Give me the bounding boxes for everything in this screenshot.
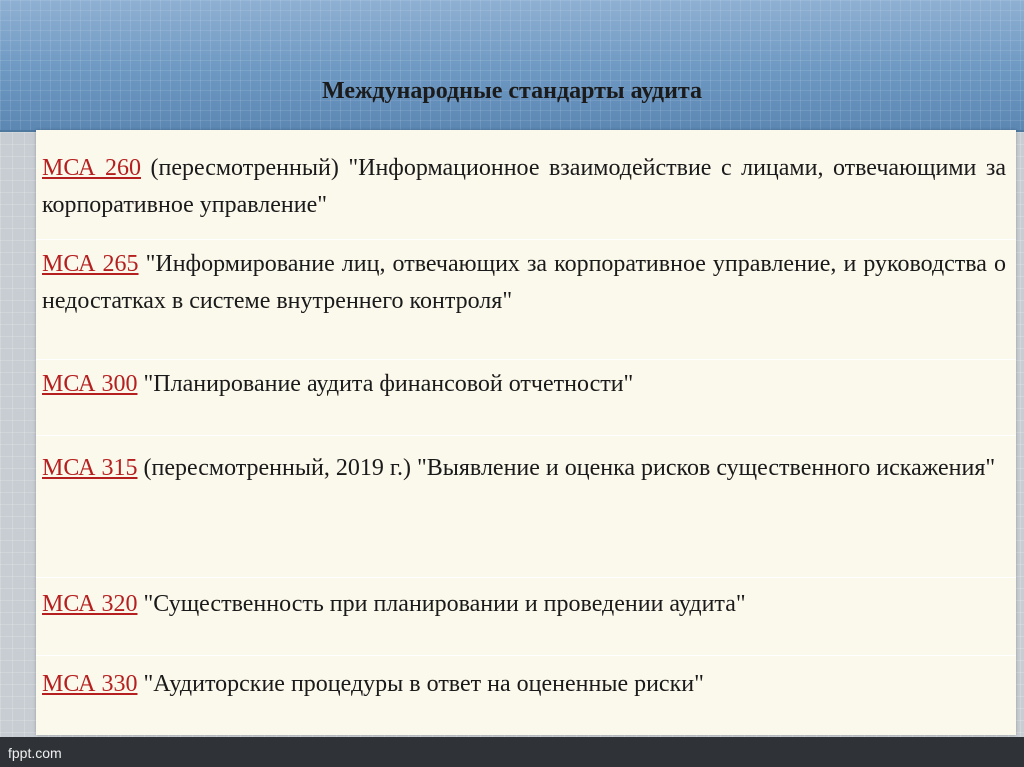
standard-description: "Информирование лиц, отвечающих за корпоративное управление, и руководства о недостатках в системе внутреннего контроля": [42, 251, 1007, 314]
standard-code-link[interactable]: МСА 330: [42, 671, 138, 697]
list-item: [36, 436, 1016, 578]
standard-description: "Аудиторские процедуры в ответ на оцененные риски": [137, 671, 704, 697]
footer-logo: fppt.com: [8, 745, 62, 761]
list-item: [36, 144, 1016, 240]
standard-entry: [42, 150, 1006, 224]
list-item: [36, 578, 1016, 656]
standard-code-link[interactable]: МСА 265: [42, 251, 139, 277]
standard-code-link[interactable]: МСА 320: [42, 591, 138, 617]
standard-entry: [42, 246, 1006, 320]
list-item: [36, 240, 1016, 360]
list-item: [36, 656, 1016, 735]
standard-description: (пересмотренный) "Информационное взаимодействие с лицами, отвечающими за корпоративное управление": [42, 155, 1006, 218]
standard-entry: [42, 366, 1006, 403]
standard-entry: [42, 450, 1006, 487]
standard-code-link[interactable]: МСА 260: [42, 155, 141, 181]
standard-description: "Существенность при планировании и проведении аудита": [137, 591, 746, 617]
standard-description: "Планирование аудита финансовой отчетности": [137, 371, 634, 397]
list-item: [36, 360, 1016, 436]
standard-description: (пересмотренный, 2019 г.) "Выявление и оценка рисков существенного искажения": [137, 455, 996, 481]
header-band: [0, 0, 1024, 132]
footer-bar: [0, 737, 1024, 767]
standard-code-link[interactable]: МСА 315: [42, 455, 138, 481]
standard-entry: [42, 666, 1006, 703]
slide-title: Международные стандарты аудита: [322, 78, 702, 104]
standard-code-link[interactable]: МСА 300: [42, 371, 138, 397]
standard-entry: [42, 586, 1006, 623]
standards-list: [36, 130, 1016, 735]
